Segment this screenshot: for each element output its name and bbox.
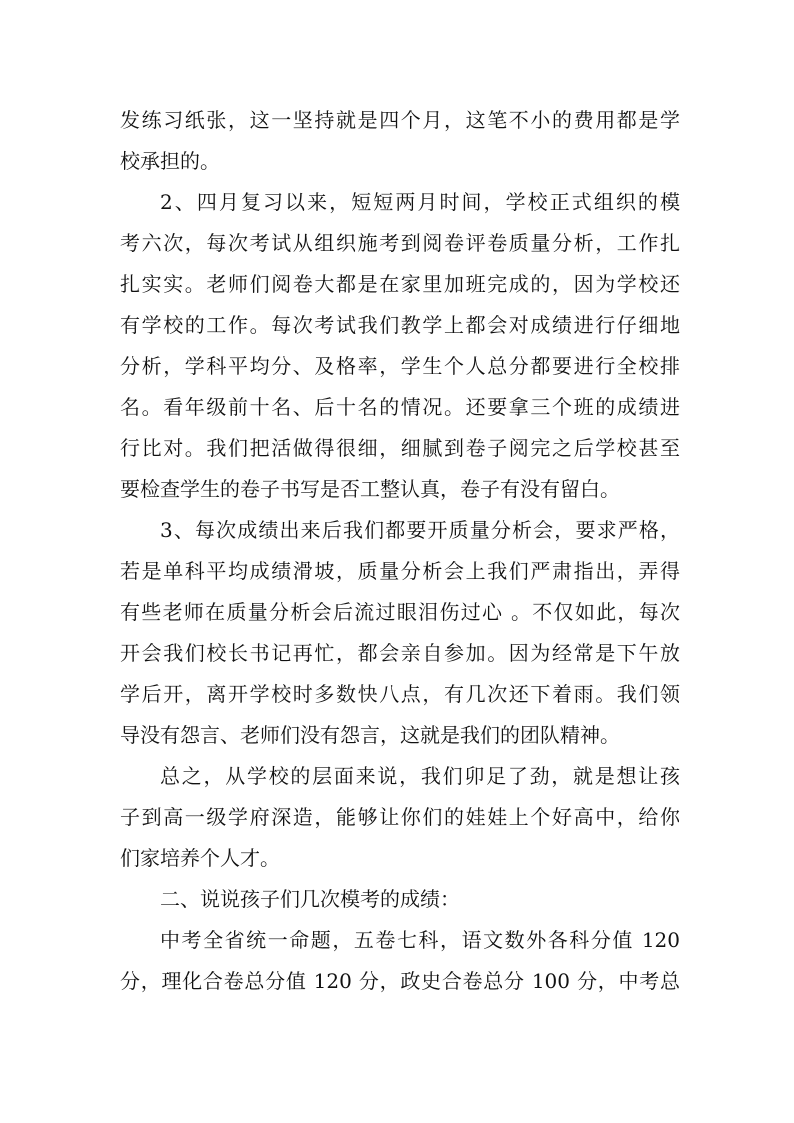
text-line: 分析，学科平均分、及格率，学生个人总分都要进行全校排: [120, 354, 680, 378]
section-heading: 二、说说孩子们几次模考的成绩：: [160, 887, 460, 911]
text-line: 开会我们校长书记再忙，都会亲自参加。因为经常是下午放: [120, 641, 680, 665]
text-line: 校承担的。: [120, 149, 220, 173]
text-line: 要检查学生的卷子书写是否工整认真，卷子有没有留白。: [120, 477, 620, 501]
text-line: 子到高一级学府深造，能够让你们的娃娃上个好高中，给你: [120, 805, 680, 829]
text-line: 分，理化合卷总分值 120 分，政史合卷总分 100 分，中考总: [120, 969, 680, 993]
text-line: 有学校的工作。每次考试我们教学上都会对成绩进行仔细地: [120, 313, 680, 337]
text-line: 发练习纸张，这一坚持就是四个月，这笔不小的费用都是学: [120, 108, 680, 132]
text-line: 导没有怨言、老师们没有怨言，这就是我们的团队精神。: [120, 723, 620, 747]
text-line: 总之，从学校的层面来说，我们卯足了劲，就是想让孩: [160, 764, 680, 788]
text-line: 扎实实。老师们阅卷大都是在家里加班完成的，因为学校还: [120, 272, 680, 296]
text-line: 中考全省统一命题，五卷七科，语文数外各科分值 120: [160, 928, 680, 952]
text-line: 们家培养个人才。: [120, 846, 280, 870]
document-body: [120, 100, 680, 1002]
text-line: 行比对。我们把活做得很细，细腻到卷子阅完之后学校甚至: [120, 436, 680, 460]
text-line: 2、四月复习以来，短短两月时间，学校正式组织的模: [160, 190, 680, 214]
text-line: 学后开，离开学校时多数快八点，有几次还下着雨。我们领: [120, 682, 680, 706]
text-line: 名。看年级前十名、后十名的情况。还要拿三个班的成绩进: [120, 395, 680, 419]
text-line: 考六次，每次考试从组织施考到阅卷评卷质量分析，工作扎: [120, 231, 680, 255]
text-line: 有些老师在质量分析会后流过眼泪伤过心 。不仅如此，每次: [120, 600, 680, 624]
text-line: 若是单科平均成绩滑坡，质量分析会上我们严肃指出，弄得: [120, 559, 680, 583]
text-line: 3、每次成绩出来后我们都要开质量分析会，要求严格，: [160, 518, 680, 542]
